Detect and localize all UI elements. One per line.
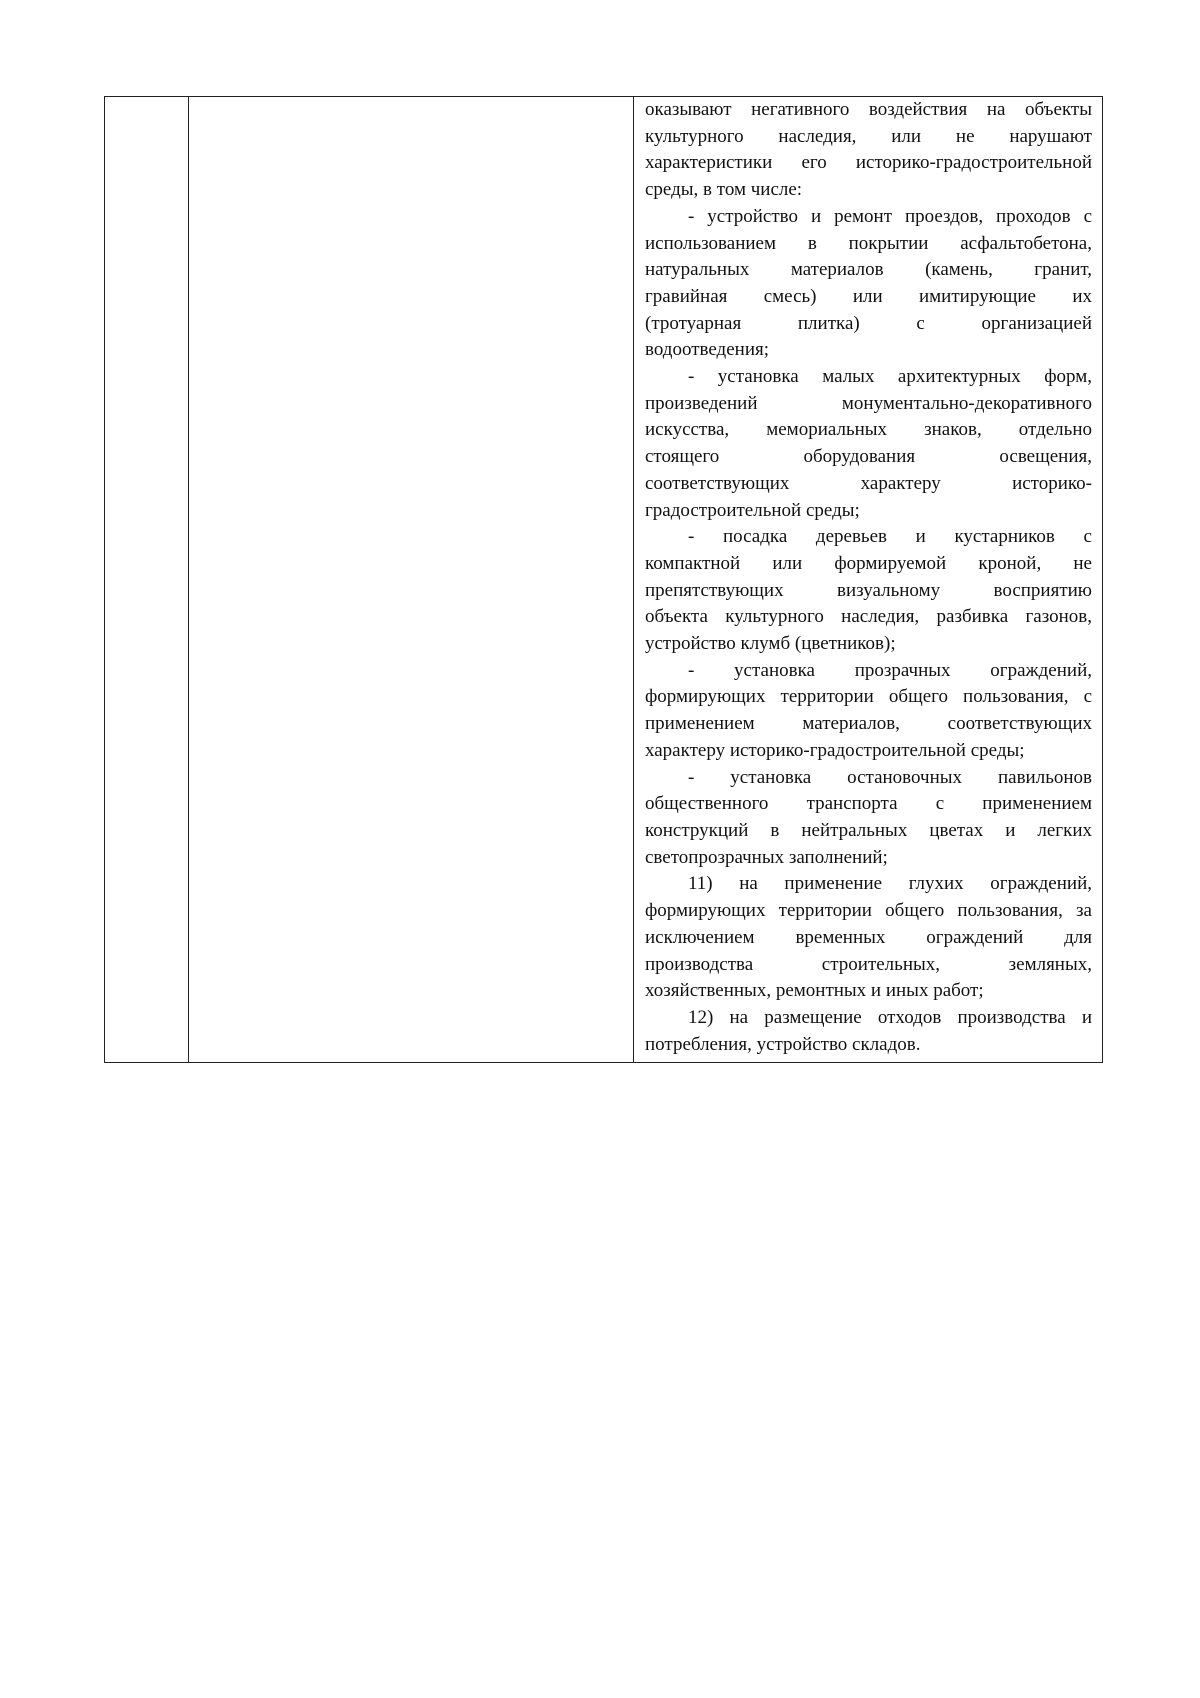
requirement-line: объекта культурного наследия, разбивка газонов, bbox=[645, 606, 1092, 628]
requirement-line: среды, в том числе: bbox=[645, 179, 803, 201]
requirement-line: - устройство и ремонт проездов, проходов с bbox=[688, 205, 1092, 227]
requirements-cell bbox=[634, 97, 1103, 1063]
requirement-line: хозяйственных, ремонтных и иных работ; bbox=[645, 980, 984, 1002]
requirement-line: соответствующих характеру историко- bbox=[645, 472, 1092, 494]
requirement-line: производства строительных, земляных, bbox=[645, 953, 1092, 975]
table-row bbox=[105, 97, 1103, 1063]
requirement-line: оказывают негативного воздействия на объекты bbox=[645, 99, 1092, 120]
requirement-line: применением материалов, соответствующих bbox=[645, 713, 1092, 735]
requirement-line: характеристики его историко-градостроительной bbox=[645, 152, 1092, 174]
requirement-line: 12) на размещение отходов производства и bbox=[688, 1006, 1092, 1028]
requirement-line: использованием в покрытии асфальтобетона, bbox=[645, 232, 1092, 254]
requirement-line: культурного наследия, или не нарушают bbox=[645, 125, 1092, 147]
requirement-line: произведений монументально-декоративного bbox=[645, 392, 1092, 414]
requirement-line: светопрозрачных заполнений; bbox=[645, 846, 888, 868]
requirement-line: характеру историко-градостроительной среды; bbox=[645, 739, 1025, 761]
requirement-line: - установка прозрачных ограждений, bbox=[688, 659, 1092, 681]
requirement-line: конструкций в нейтральных цветах и легких bbox=[645, 819, 1092, 841]
requirement-line: потребления, устройство складов. bbox=[645, 1033, 921, 1055]
regulations-table bbox=[104, 96, 1103, 1063]
requirement-line: - установка малых архитектурных форм, bbox=[688, 366, 1092, 388]
requirement-line: (тротуарная плитка) с организацией bbox=[645, 312, 1092, 334]
requirement-line: 11) на применение глухих ограждений, bbox=[688, 873, 1092, 895]
requirement-line: градостроительной среды; bbox=[645, 499, 860, 521]
requirement-line: устройство клумб (цветников); bbox=[645, 633, 896, 655]
requirement-line: формирующих территории общего пользования, с bbox=[645, 686, 1092, 708]
requirement-line: компактной или формируемой кроной, не bbox=[645, 552, 1092, 574]
requirement-line: стоящего оборудования освещения, bbox=[645, 446, 1092, 468]
requirement-line: гравийная смесь) или имитирующие их bbox=[645, 285, 1092, 307]
requirement-line: искусства, мемориальных знаков, отдельно bbox=[645, 419, 1092, 441]
row-number-cell bbox=[105, 97, 189, 1063]
requirement-line: исключением временных ограждений для bbox=[645, 926, 1092, 948]
requirement-line: - установка остановочных павильонов bbox=[688, 766, 1092, 788]
object-name-cell bbox=[189, 97, 634, 1063]
requirement-line: натуральных материалов (камень, гранит, bbox=[645, 259, 1092, 281]
requirement-line: общественного транспорта с применением bbox=[645, 793, 1092, 815]
requirement-line: водоотведения; bbox=[645, 339, 770, 361]
requirement-line: формирующих территории общего пользования, за bbox=[645, 900, 1092, 922]
requirement-line: - посадка деревьев и кустарников с bbox=[688, 526, 1092, 548]
requirement-line: препятствующих визуальному восприятию bbox=[645, 579, 1092, 601]
